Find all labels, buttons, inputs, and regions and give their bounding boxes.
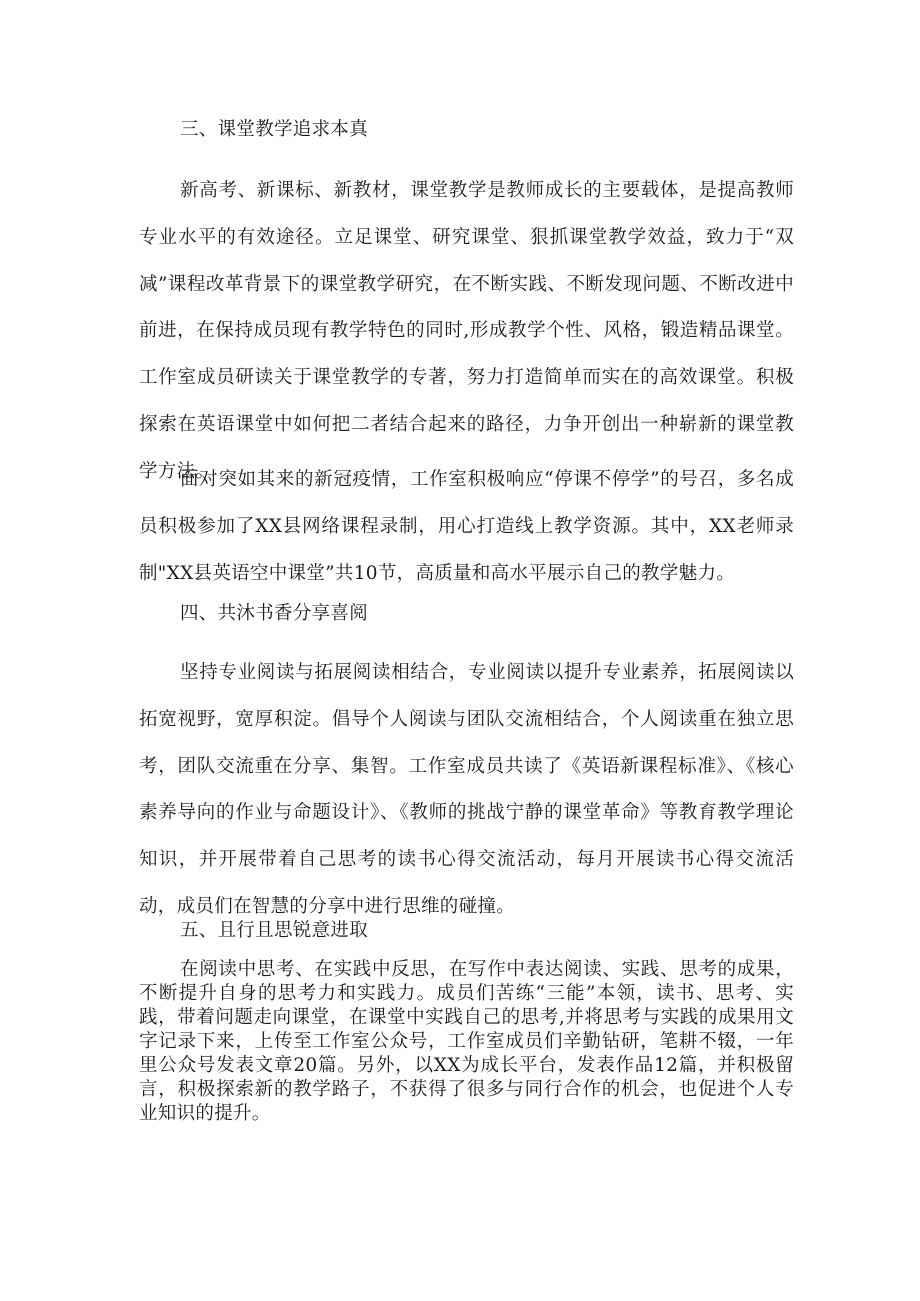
paragraph-reflection: 在阅读中思考、在实践中反思，在写作中表达阅读、实践、思考的成果，不断提升自身的思考力和实践力。成员们苦练“三能”本领，读书、思考、实践，带着问题走向课堂，在课堂中实践自己的思考,并将思考与实践的成果用文字记录下来，上传至工作室公众号，工作室成员们辛勤钻研，笔耕不辍，一年里公众号发表文章20篇。另外，以XX为成长平台，发表作品12篇，并积极留言，积极探索新的教学路子，不获得了很多与同行合作的机会，也促进个人专业知识的提升。 xyxy=(139,959,794,1124)
paragraph-classroom-teaching: 新高考、新课标、新教材，课堂教学是教师成长的主要载体，是提高教师专业水平的有效途径。立足课堂、研究课堂、狠抓课堂教学效益，致力于“双减”课程改革背景下的课堂教学研究，在不断实践、不断发现问题、不断改进中前进，在保持成员现有教学特色的同时,形成教学个性、风格，锻造精品课堂。工作室成员研读关于课堂教学的专著，努力打造简单而实在的高效课堂。积极探索在英语课堂中如何把二者结合起来的路径，力争开创出一种崭新的课堂教学方法。 xyxy=(139,180,794,482)
section-heading-3: 三、课堂教学追求本真 xyxy=(180,119,369,140)
section-heading-4: 四、共沐书香分享喜阅 xyxy=(180,603,369,624)
section-heading-5: 五、且行且思锐意进取 xyxy=(180,920,369,941)
paragraph-online-courses: 面对突如其来的新冠疫情，工作室积极响应“停课不停学”的号召，多名成员积极参加了XX县网络课程录制，用心打造线上教学资源。其中，XX老师录制"XX县英语空中课堂”共10节，高质量和高水平展示自己的教学魅力。 xyxy=(139,469,794,584)
paragraph-reading: 坚持专业阅读与拓展阅读相结合，专业阅读以提升专业素养，拓展阅读以拓宽视野，宽厚积淀。倡导个人阅读与团队交流相结合，个人阅读重在独立思考，团队交流重在分享、集智。工作室成员共读了《英语新课程标准》、《核心素养导向的作业与命题设计》、《教师的挑战宁静的课堂革命》等教育教学理论知识，并开展带着自己思考的读书心得交流活动，每月开展读书心得交流活动，成员们在智慧的分享中进行思维的碰撞。 xyxy=(139,662,794,917)
